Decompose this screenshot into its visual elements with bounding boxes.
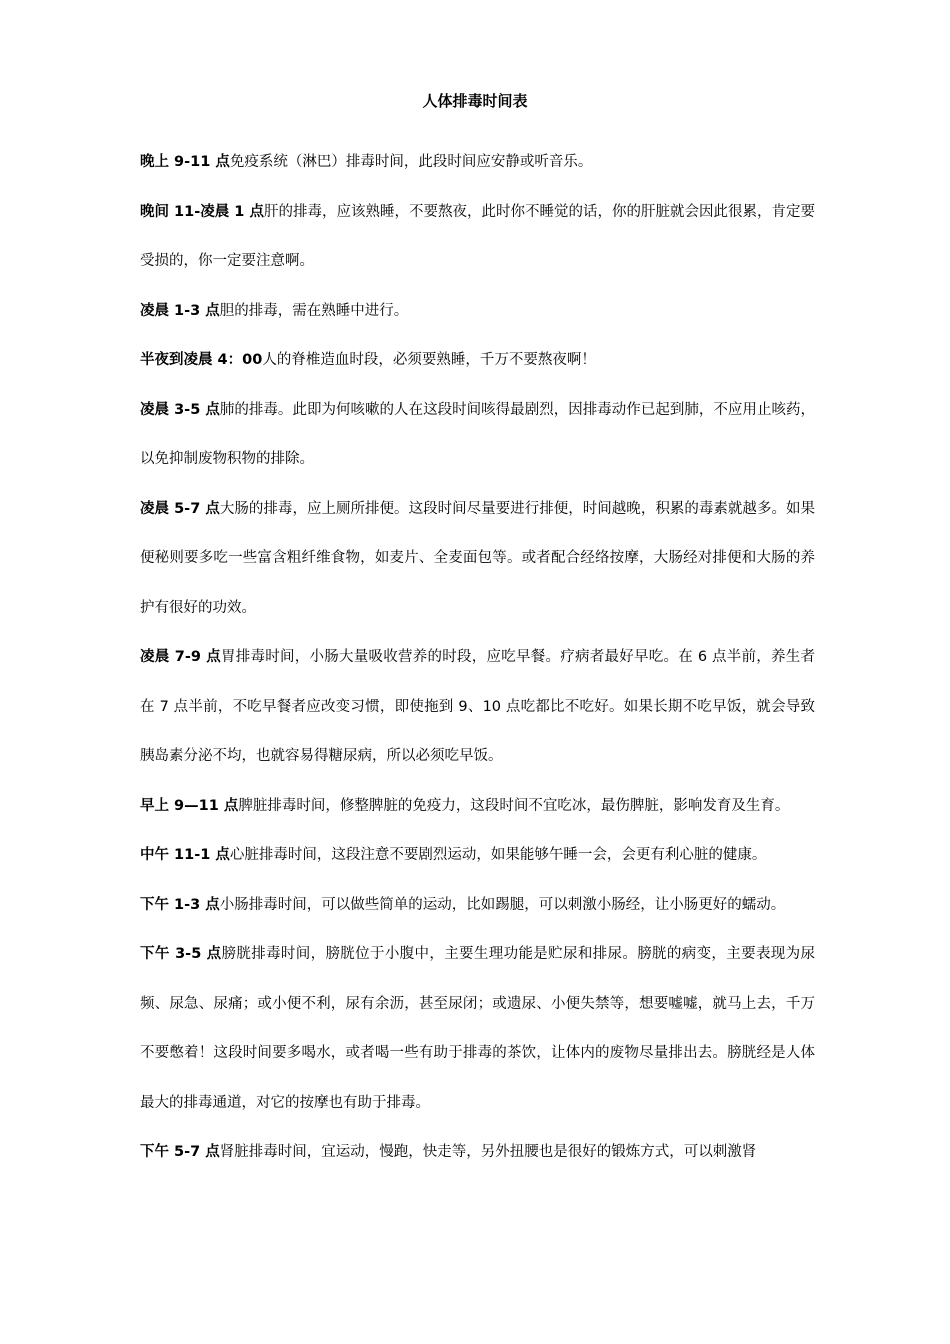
time-label: 晚上 9-11 点 — [140, 154, 230, 170]
time-label: 凌晨 3-5 点 — [140, 401, 220, 418]
time-label: 凌晨 5-7 点 — [140, 500, 220, 517]
paragraph-text: 肝的排毒，应该熟睡，不要熬夜，此时你不睡觉的话，你的肝脏就会因此很累，肯定要受损的，你一定要注意啊。 — [140, 203, 815, 269]
paragraph-spine — [140, 336, 815, 386]
time-label: 下午 5-7 点 — [140, 1144, 220, 1160]
paragraph-bladder — [140, 930, 815, 1128]
paragraph-immune — [140, 138, 815, 188]
paragraph-text: 膀胱排毒时间，膀胱位于小腹中，主要生理功能是贮尿和排尿。膀胱的病变，主要表现为尿频、尿急、尿痛；或小便不利，尿有余沥，甚至尿闭；或遗尿、小便失禁等，想要嘘嘘，就马上去，千万不要憋着！这段时间要多喝水，或者喝一些有助于排毒的茶饮，让体内的废物尽量排出去。膀胱经是人体最大的排毒通道，对它的按摩也有助于排毒。 — [140, 946, 816, 1111]
paragraph-text: 脾脏排毒时间，修整脾脏的免疫力，这段时间不宜吃冰，最伤脾脏，影响发育及生育。 — [238, 797, 790, 814]
paragraph-heart — [140, 831, 815, 881]
paragraph-text: 肺的排毒。此即为何咳嗽的人在这段时间咳得最剧烈，因排毒动作已起到肺，不应用止咳药，以免抑制废物积物的排除。 — [140, 401, 815, 467]
paragraph-small-intestine — [140, 881, 815, 931]
paragraph-text: 肾脏排毒时间，宜运动，慢跑，快走等，另外扭腰也是很好的锻炼方式，可以刺激肾 — [219, 1144, 757, 1160]
time-label: 晚间 11-凌晨 1 点 — [140, 203, 264, 220]
paragraph-spleen — [140, 782, 815, 832]
time-label: 凌晨 1-3 点 — [140, 302, 220, 319]
time-label: 半夜到凌晨 4：00 — [140, 352, 263, 368]
paragraph-text: 小肠排毒时间，可以做些简单的运动，比如踢腿，可以刺激小肠经，让小肠更好的蠕动。 — [219, 896, 786, 913]
paragraph-text: 胆的排毒，需在熟睡中进行。 — [219, 302, 409, 319]
time-label: 下午 3-5 点 — [140, 946, 222, 962]
paragraph-gallbladder — [140, 287, 815, 337]
paragraph-text: 大肠的排毒，应上厕所排便。这段时间尽量要进行排便，时间越晚，积累的毒素就越多。如果便秘则要多吃一些富含粗纤维食物，如麦片、全麦面包等。或者配合经络按摩，大肠经对排便和大肠的养护有很好的功效。 — [140, 500, 815, 616]
paragraph-lung — [140, 386, 815, 485]
paragraph-text: 心脏排毒时间，这段注意不要剧烈运动，如果能够午睡一会，会更有利心脏的健康。 — [229, 847, 767, 863]
paragraph-stomach — [140, 633, 815, 782]
time-label: 中午 11-1 点 — [140, 847, 230, 863]
paragraph-liver — [140, 188, 815, 287]
paragraph-text: 胃排毒时间，小肠大量吸收营养的时段，应吃早餐。疗病者最好早吃。在 6 点半前，养生者在 7 点半前，不吃早餐者应改变习惯，即使拖到 9、10 点吃都比不吃好。如果长期不吃早饭，就会导致胰岛素分泌不均，也就容易得糖尿病，所以必须吃早饭。 — [140, 649, 815, 764]
document-body — [140, 138, 815, 1178]
paragraph-kidney — [140, 1128, 815, 1178]
time-label: 早上 9—11 点 — [140, 797, 239, 814]
paragraph-large-intestine — [140, 485, 815, 634]
time-label: 凌晨 7-9 点 — [140, 649, 222, 665]
paragraph-text: 人的脊椎造血时段，必须要熟睡，千万不要熬夜啊！ — [262, 352, 596, 368]
document-title: 人体排毒时间表 — [422, 92, 528, 110]
paragraph-text: 免疫系统（淋巴）排毒时间，此段时间应安静或听音乐。 — [229, 154, 593, 170]
time-label: 下午 1-3 点 — [140, 896, 220, 913]
